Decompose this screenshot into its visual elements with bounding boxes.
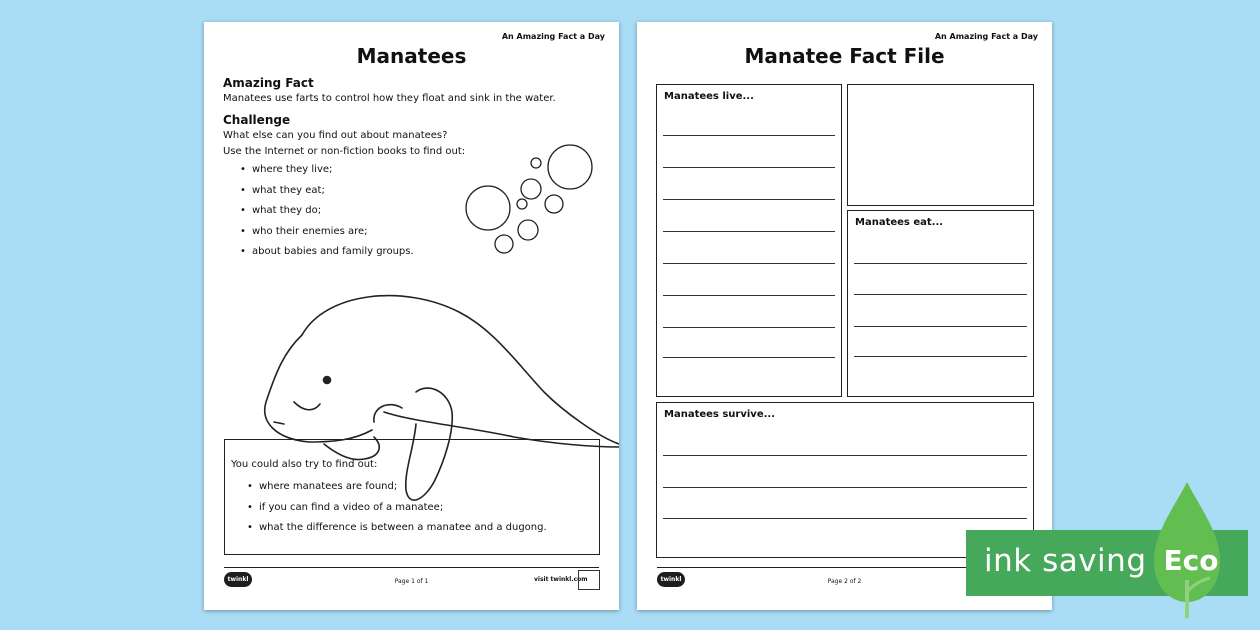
writing-line — [663, 231, 835, 232]
writing-line — [663, 357, 835, 358]
amazing-fact-text: Manatees use farts to control how they float and sink in the water. — [223, 93, 556, 104]
list-item: • what they do; — [240, 205, 414, 226]
brand-label: An Amazing Fact a Day — [501, 32, 605, 41]
bubbles-illustration — [459, 142, 599, 262]
writing-line — [663, 167, 835, 168]
writing-line — [663, 263, 835, 264]
worksheet-page-1 — [204, 22, 619, 610]
quality-badge-icon — [578, 570, 600, 590]
list-item: • where they live; — [240, 164, 414, 185]
footer-divider — [224, 567, 599, 568]
picture-box — [847, 84, 1034, 206]
eco-label: Eco — [1163, 544, 1219, 577]
writing-line — [854, 356, 1027, 357]
ink-saving-text: ink saving — [984, 543, 1147, 579]
eat-box — [847, 210, 1034, 397]
list-item: • if you can find a video of a manatee; — [247, 502, 547, 523]
survive-box-label: Manatees survive... — [664, 409, 775, 420]
writing-line — [854, 326, 1027, 327]
page-title: Manatee Fact File — [744, 44, 945, 68]
live-box — [656, 84, 842, 397]
eat-box-label: Manatees eat... — [855, 217, 944, 228]
writing-line — [663, 518, 1027, 519]
twinkl-logo: twinkl — [224, 572, 252, 587]
writing-line — [663, 487, 1027, 488]
writing-line — [854, 263, 1027, 264]
live-box-label: Manatees live... — [664, 91, 754, 102]
challenge-heading: Challenge — [223, 113, 291, 127]
page-title: Manatees — [356, 44, 467, 68]
list-item: • what they eat; — [240, 185, 414, 206]
writing-line — [663, 327, 835, 328]
worksheet-page-2 — [637, 22, 1052, 610]
list-item: • where manatees are found; — [247, 481, 547, 502]
twinkl-logo: twinkl — [657, 572, 685, 587]
also-intro: You could also try to find out: — [231, 459, 378, 470]
challenge-line-2: Use the Internet or non-fiction books to find out: — [223, 146, 466, 157]
also-bullet-list — [247, 481, 547, 543]
also-find-out-box — [224, 439, 600, 555]
list-item: • what the difference is between a manatee and a dugong. — [247, 522, 547, 543]
challenge-bullet-list — [240, 164, 414, 267]
visit-link[interactable]: visit twinkl.com — [534, 576, 588, 583]
challenge-line-1: What else can you find out about manatees? — [223, 130, 448, 141]
writing-line — [854, 294, 1027, 295]
writing-line — [663, 135, 835, 136]
list-item: • who their enemies are; — [240, 226, 414, 247]
list-item: • about babies and family groups. — [240, 246, 414, 267]
writing-line — [663, 199, 835, 200]
writing-line — [663, 295, 835, 296]
page-number: Page 2 of 2 — [827, 578, 862, 585]
brand-label: An Amazing Fact a Day — [934, 32, 1038, 41]
page-number: Page 1 of 1 — [394, 578, 429, 585]
amazing-fact-heading: Amazing Fact — [223, 76, 314, 90]
writing-line — [663, 455, 1027, 456]
